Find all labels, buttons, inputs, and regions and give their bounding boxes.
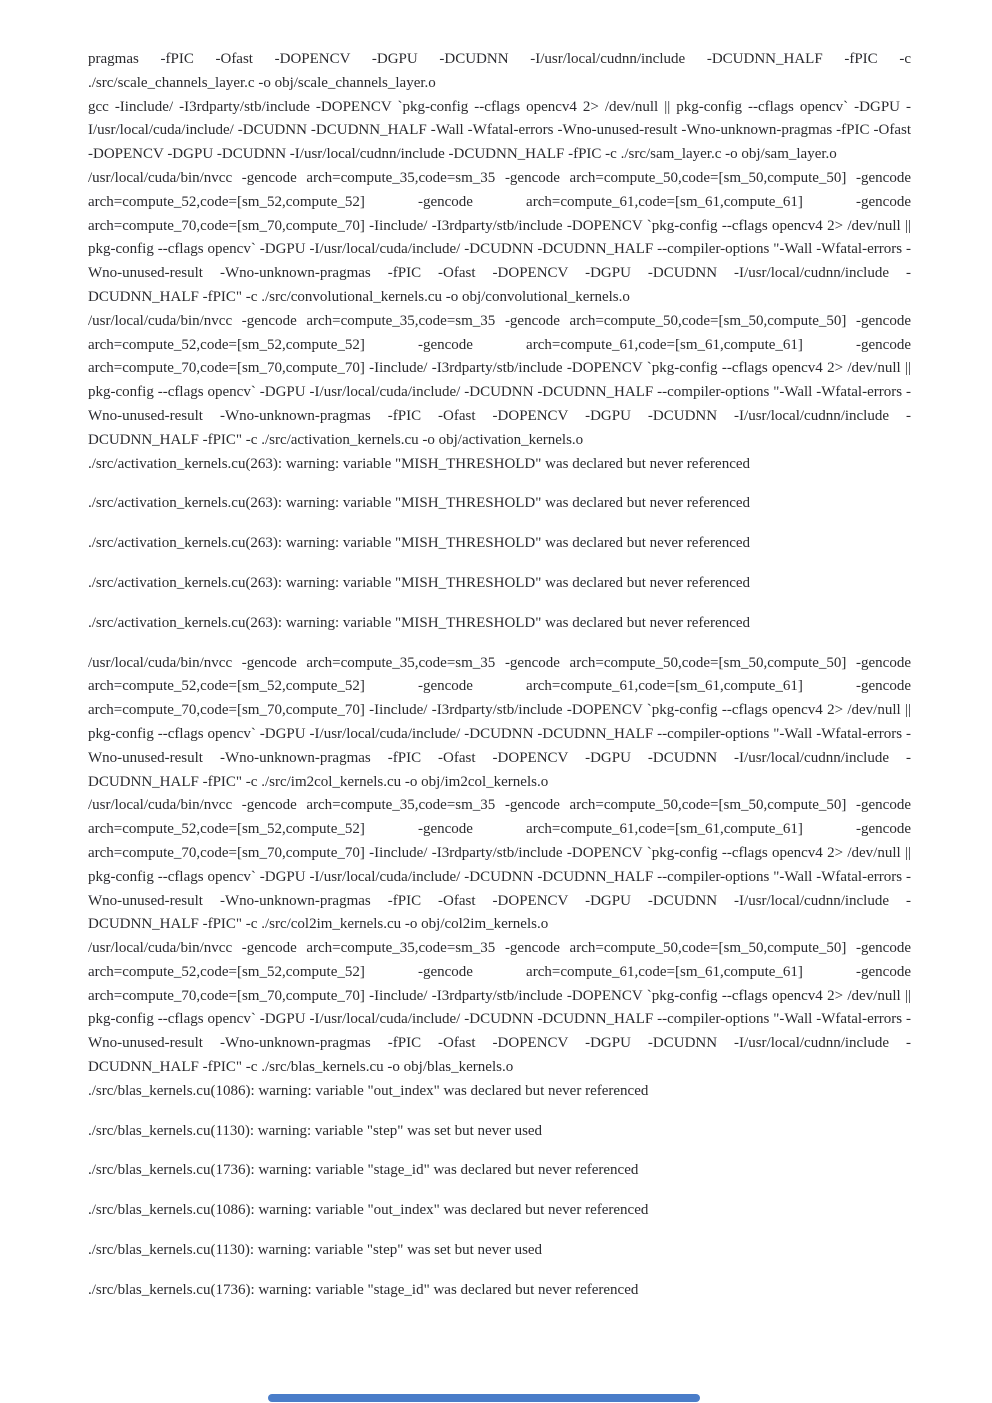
compiler-command-line: /usr/local/cuda/bin/nvcc -gencode arch=compute_35,code=sm_35 -gencode arch=compute_50,code=[sm_50,compute_50] -gencode arch=compute_52,code=[sm_52,compute_52] -gencode arch=compute_61,code=[sm_61,compute_61] -gencode arch=compute_70,code=[sm_70,compute_70] -Iinclude/ -I3rdparty/stb/include -DOPENCV `pkg-config --cflags opencv4 2> /dev/null || pkg-config --cflags opencv` -DGPU -I/usr/local/cuda/include/ -DCUDNN -DCUDNN_HALF --compiler-options "-Wall -Wfatal-errors -Wno-unused-result -Wno-unknown-pragmas -fPIC -Ofast -DOPENCV -DGPU -DCUDNN -I/usr/local/cudnn/include -DCUDNN_HALF -fPIC" -c ./src/im2col_kernels.cu -o obj/im2col_kernels.o [88,654,911,790]
compiler-warning-line: ./src/blas_kernels.cu(1086): warning: variable "out_index" was declared but never referenced [88,1082,649,1099]
compiler-command-line: /usr/local/cuda/bin/nvcc -gencode arch=compute_35,code=sm_35 -gencode arch=compute_50,code=[sm_50,compute_50] -gencode arch=compute_52,code=[sm_52,compute_52] -gencode arch=compute_61,code=[sm_61,compute_61] -gencode arch=compute_70,code=[sm_70,compute_70] -Iinclude/ -I3rdparty/stb/include -DOPENCV `pkg-config --cflags opencv4 2> /dev/null || pkg-config --cflags opencv` -DGPU -I/usr/local/cuda/include/ -DCUDNN -DCUDNN_HALF --compiler-options "-Wall -Wfatal-errors -Wno-unused-result -Wno-unknown-pragmas -fPIC -Ofast -DOPENCV -DGPU -DCUDNN -I/usr/local/cudnn/include -DCUDNN_HALF -fPIC" -c ./src/activation_kernels.cu -o obj/activation_kernels.o [88,312,911,448]
compiler-command-line: /usr/local/cuda/bin/nvcc -gencode arch=compute_35,code=sm_35 -gencode arch=compute_50,code=[sm_50,compute_50] -gencode arch=compute_52,code=[sm_52,compute_52] -gencode arch=compute_61,code=[sm_61,compute_61] -gencode arch=compute_70,code=[sm_70,compute_70] -Iinclude/ -I3rdparty/stb/include -DOPENCV `pkg-config --cflags opencv4 2> /dev/null || pkg-config --cflags opencv` -DGPU -I/usr/local/cuda/include/ -DCUDNN -DCUDNN_HALF --compiler-options "-Wall -Wfatal-errors -Wno-unused-result -Wno-unknown-pragmas -fPIC -Ofast -DOPENCV -DGPU -DCUDNN -I/usr/local/cudnn/include -DCUDNN_HALF -fPIC" -c ./src/convolutional_kernels.cu -o obj/convolutional_kernels.o [88,169,911,305]
compiler-warning-line: ./src/activation_kernels.cu(263): warning: variable "MISH_THRESHOLD" was declared but never referenced [88,614,751,631]
compiler-warning-line: ./src/blas_kernels.cu(1130): warning: variable "step" was set but never used [88,1122,543,1139]
compiler-command-line: gcc -Iinclude/ -I3rdparty/stb/include -DOPENCV `pkg-config --cflags opencv4 2> /dev/null || pkg-config --cflags opencv` -DGPU -I/usr/local/cuda/include/ -DCUDNN -DCUDNN_HALF -Wall -Wfatal-errors -Wno-unused-result -Wno-unknown-pragmas -fPIC -Ofast -DOPENCV -DGPU -DCUDNN -I/usr/local/cudnn/include -DCUDNN_HALF -fPIC -c ./src/sam_layer.c -o obj/sam_layer.o [88,98,911,163]
horizontal-scrollbar-thumb[interactable] [268,1394,700,1402]
compiler-warning-line: ./src/activation_kernels.cu(263): warning: variable "MISH_THRESHOLD" was declared but never referenced [88,495,751,512]
compiler-command-line: /usr/local/cuda/bin/nvcc -gencode arch=compute_35,code=sm_35 -gencode arch=compute_50,code=[sm_50,compute_50] -gencode arch=compute_52,code=[sm_52,compute_52] -gencode arch=compute_61,code=[sm_61,compute_61] -gencode arch=compute_70,code=[sm_70,compute_70] -Iinclude/ -I3rdparty/stb/include -DOPENCV `pkg-config --cflags opencv4 2> /dev/null || pkg-config --cflags opencv` -DGPU -I/usr/local/cuda/include/ -DCUDNN -DCUDNN_HALF --compiler-options "-Wall -Wfatal-errors -Wno-unused-result -Wno-unknown-pragmas -fPIC -Ofast -DOPENCV -DGPU -DCUDNN -I/usr/local/cudnn/include -DCUDNN_HALF -fPIC" -c ./src/col2im_kernels.cu -o obj/col2im_kernels.o [88,797,911,933]
compiler-warning-line: ./src/blas_kernels.cu(1736): warning: variable "stage_id" was declared but never referenced [88,1162,639,1179]
compiler-warning-line: ./src/activation_kernels.cu(263): warning: variable "MISH_THRESHOLD" was declared but never referenced [88,455,751,472]
compiler-warning-line: ./src/blas_kernels.cu(1130): warning: variable "step" was set but never used [88,1242,543,1259]
compiler-warning-line: ./src/activation_kernels.cu(263): warning: variable "MISH_THRESHOLD" was declared but never referenced [88,574,751,591]
compiler-command-line: /usr/local/cuda/bin/nvcc -gencode arch=compute_35,code=sm_35 -gencode arch=compute_50,code=[sm_50,compute_50] -gencode arch=compute_52,code=[sm_52,compute_52] -gencode arch=compute_61,code=[sm_61,compute_61] -gencode arch=compute_70,code=[sm_70,compute_70] -Iinclude/ -I3rdparty/stb/include -DOPENCV `pkg-config --cflags opencv4 2> /dev/null || pkg-config --cflags opencv` -DGPU -I/usr/local/cuda/include/ -DCUDNN -DCUDNN_HALF --compiler-options "-Wall -Wfatal-errors -Wno-unused-result -Wno-unknown-pragmas -fPIC -Ofast -DOPENCV -DGPU -DCUDNN -I/usr/local/cudnn/include -DCUDNN_HALF -fPIC" -c ./src/blas_kernels.cu -o obj/blas_kernels.o [88,940,911,1076]
compiler-warning-line: ./src/blas_kernels.cu(1736): warning: variable "stage_id" was declared but never referenced [88,1281,639,1298]
compiler-warning-line: ./src/blas_kernels.cu(1086): warning: variable "out_index" was declared but never referenced [88,1202,649,1219]
compiler-command-line: pragmas -fPIC -Ofast -DOPENCV -DGPU -DCUDNN -I/usr/local/cudnn/include -DCUDNN_HALF -fPIC -c ./src/scale_channels_layer.c -o obj/scale_channels_layer.o [88,51,911,91]
compiler-warning-line: ./src/activation_kernels.cu(263): warning: variable "MISH_THRESHOLD" was declared but never referenced [88,535,751,552]
build-log-output [88,48,911,1303]
